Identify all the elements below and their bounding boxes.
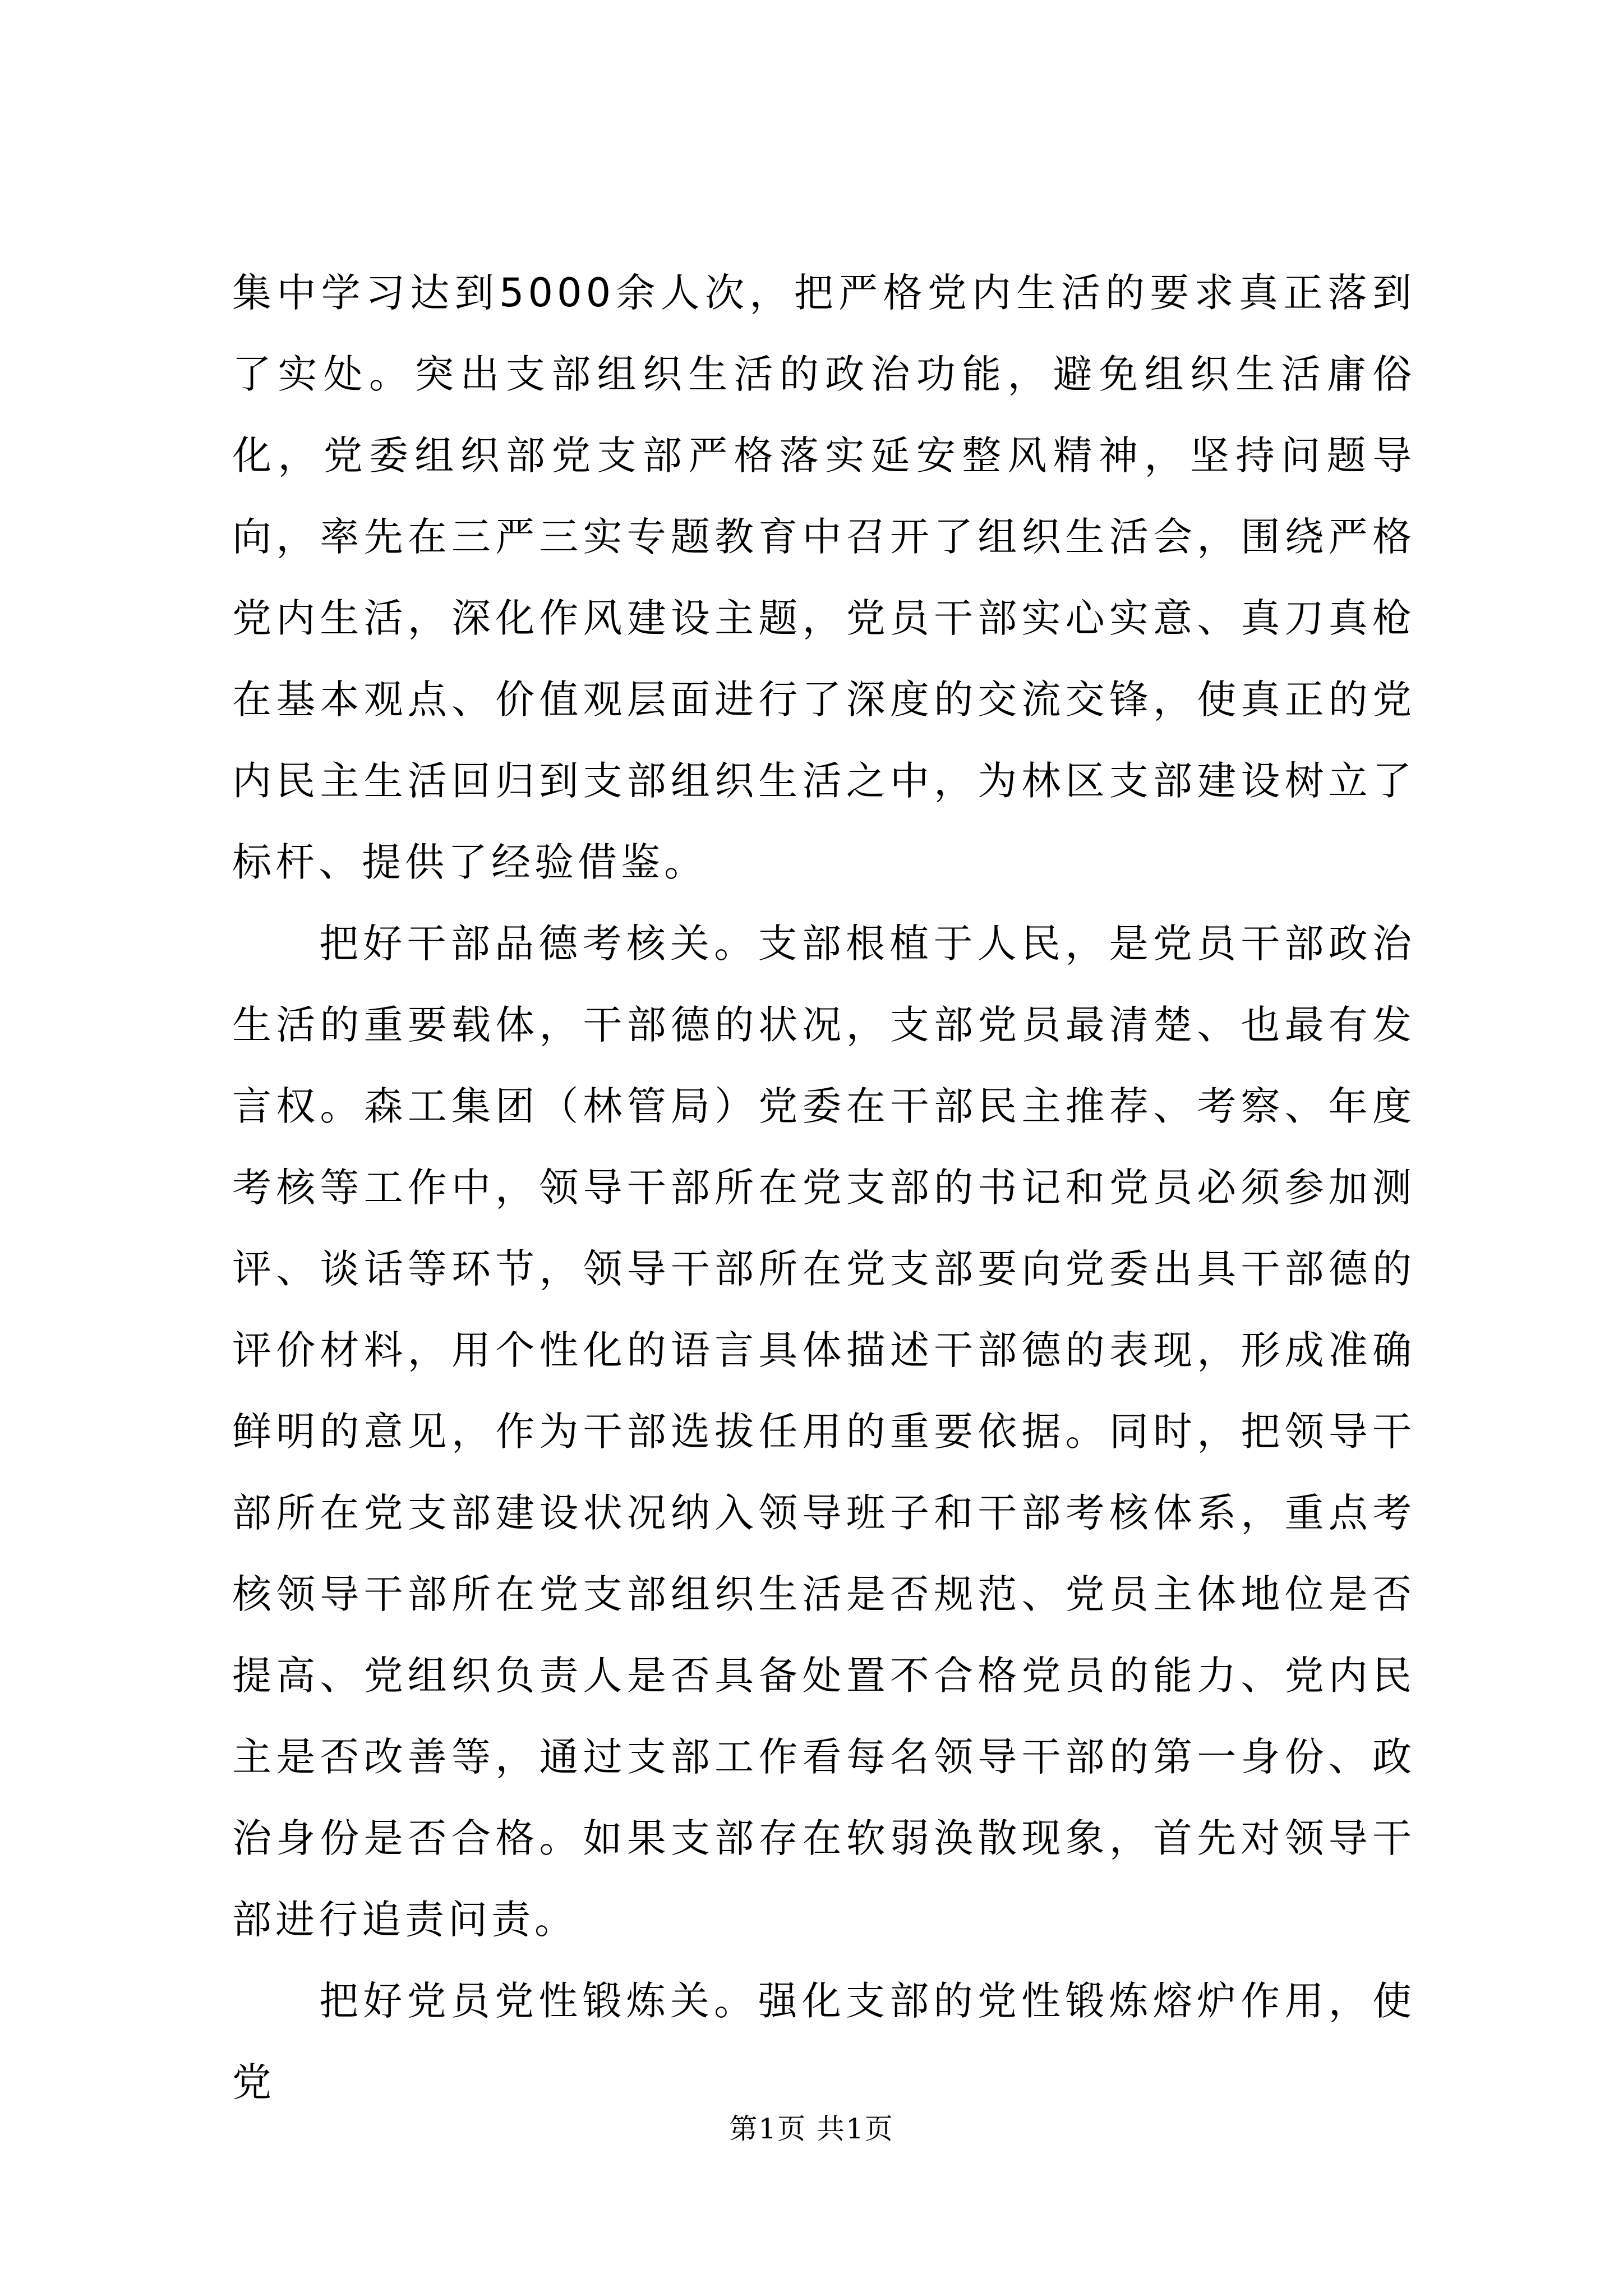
paragraph-3: 把好党员党性锻炼关。强化支部的党性锻炼熔炉作用，使党 <box>232 1978 1415 2105</box>
paragraph-1: 集中学习达到5000余人次，把严格党内生活的要求真正落到了实处。突出支部组织生活的政治功能，避免组织生活庸俗化，党委组织部党支部严格落实延安整风精神，坚持问题导向，率先在三严三实专题教育中召开了组织生活会，围绕严格党内生活，深化作风建设主题，党员干部实心实意、真刀真枪在基本观点、价值观层面进行了深度的交流交锋，使真正的党内民主生活回归到支部组织生活之中，为林区支部建设树立了标杆、提供了经验借鉴。 <box>232 270 1415 885</box>
page-footer: 第1页 共1页 <box>729 2113 894 2145</box>
paragraph-2: 把好干部品德考核关。支部根植于人民，是党员干部政治生活的重要载体，干部德的状况，支部党员最清楚、也最有发言权。森工集团（林管局）党委在干部民主推荐、考察、年度考核等工作中，领导干部所在党支部的书记和党员必须参加测评、谈话等环节，领导干部所在党支部要向党委出具干部德的评价材料，用个性化的语言具体描述干部德的表现，形成准确鲜明的意见，作为干部选拔任用的重要依据。同时，把领导干部所在党支部建设状况纳入领导班子和干部考核体系，重点考核领导干部所在党支部组织生活是否规范、党员主体地位是否提高、党组织负责人是否具备处置不合格党员的能力、党内民主是否改善等，通过支部工作看每名领导干部的第一身份、政治身份是否合格。如果支部存在软弱涣散现象，首先对领导干部进行追责问责。 <box>232 921 1415 1943</box>
document-body <box>232 252 1415 2123</box>
